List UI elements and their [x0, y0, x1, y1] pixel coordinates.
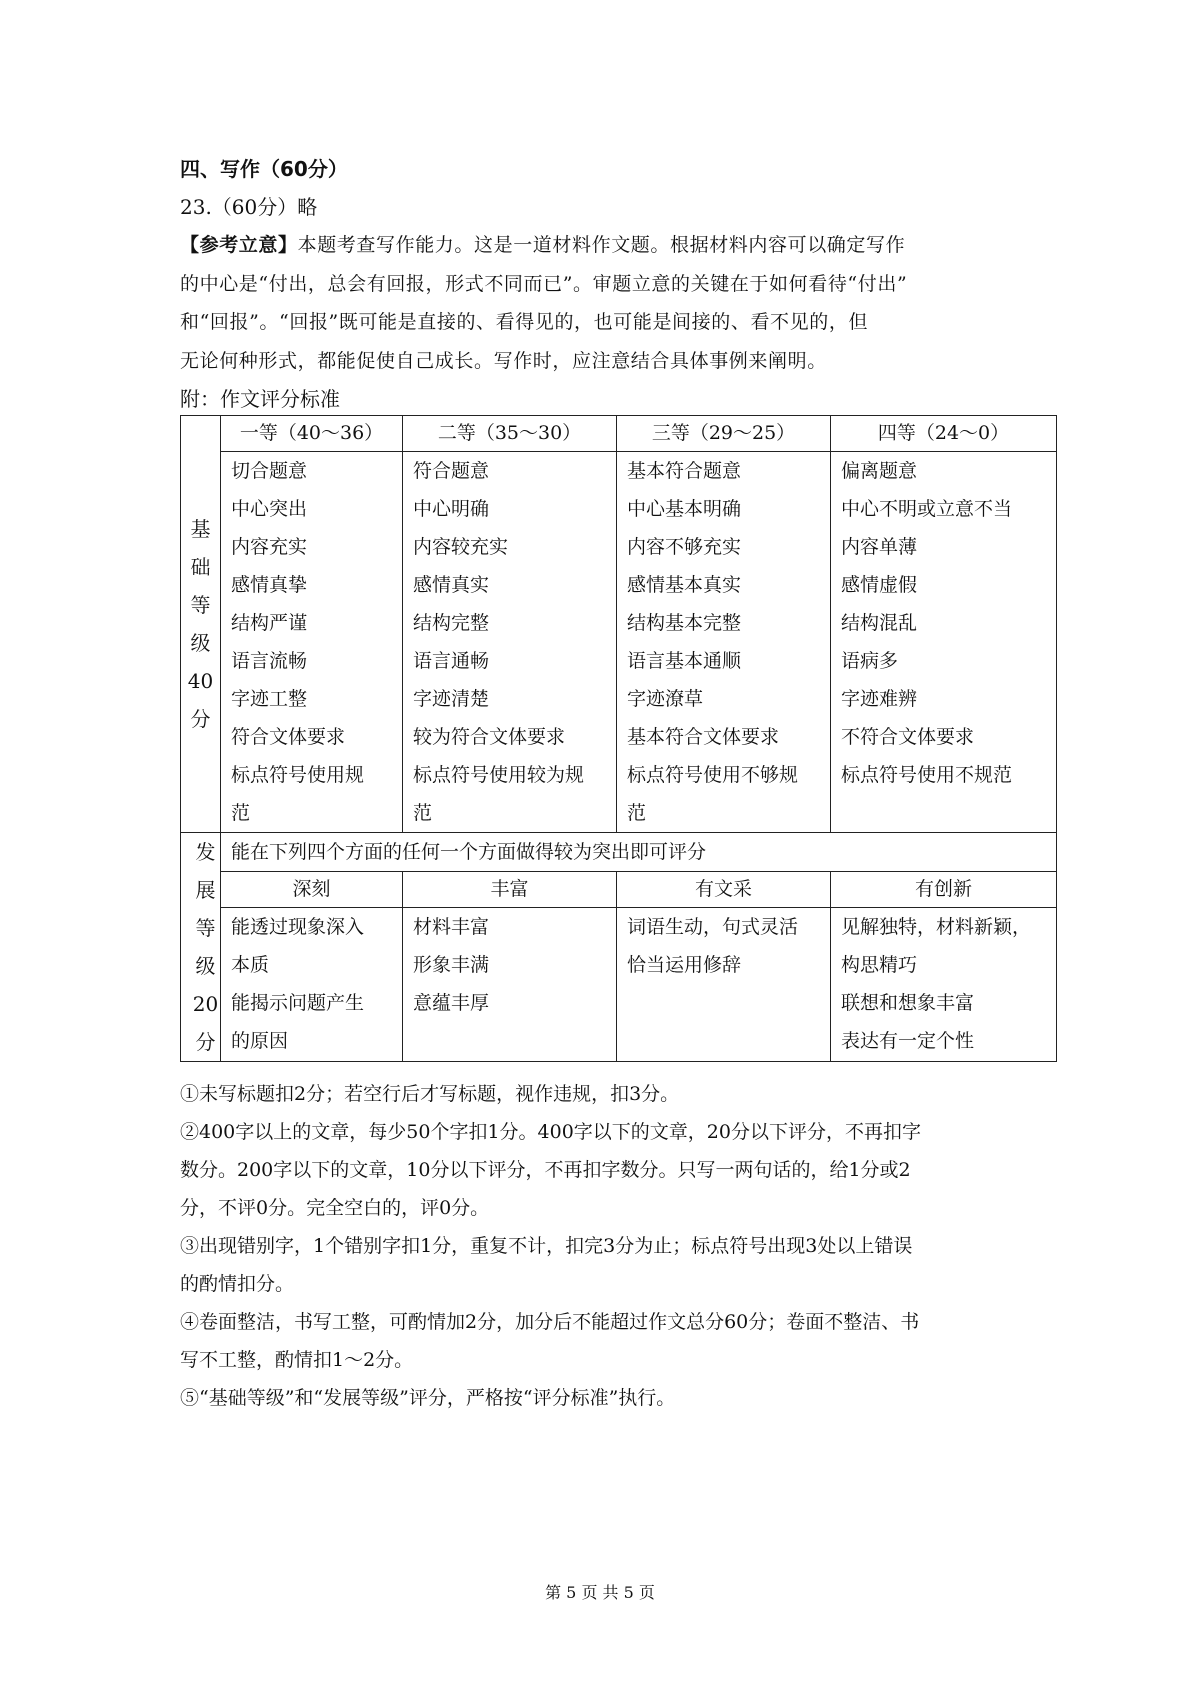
dev-header-4: 有创新	[831, 872, 1057, 908]
page-content	[180, 150, 1060, 418]
grade-1-criteria: 切合题意 中心突出 内容充实 感情真挚 结构严谨 语言流畅 字迹工整 符合文体要求 标点符号使用规 范	[221, 452, 403, 833]
grade-header-3: 三等（29～25）	[617, 416, 831, 452]
reference-line-2: 的中心是“付出，总会有回报，形式不同而已”。审题立意的关键在于如何看待“付出”	[180, 272, 908, 295]
appendix-title: 附：作文评分标准	[180, 387, 340, 411]
dev-3-criteria: 词语生动，句式灵活 恰当运用修辞	[617, 908, 831, 1062]
grade-3-criteria: 基本符合题意 中心基本明确 内容不够充实 感情基本真实 结构基本完整 语言基本通顺 字迹潦草 基本符合文体要求 标点符号使用不够规 范	[617, 452, 831, 833]
grade-header-1: 一等（40～36）	[221, 416, 403, 452]
dev-header-2: 丰富	[403, 872, 617, 908]
page-footer: 第 5 页 共 5 页	[545, 1583, 655, 1602]
dev-1-criteria: 能透过现象深入 本质 能揭示问题产生 的原因	[221, 908, 403, 1062]
note-line: 写不工整，酌情扣1～2分。	[180, 1349, 414, 1371]
note-line: ②400字以上的文章，每少50个字扣1分。400字以下的文章，20分以下评分，不再扣字	[180, 1121, 921, 1143]
basic-level-label: 基 础 等 级 40 分	[181, 416, 221, 833]
reference-label: 【参考立意】	[180, 234, 298, 256]
grade-header-4: 四等（24～0）	[831, 416, 1057, 452]
section-title: 四、写作（60分）	[180, 157, 348, 181]
note-line: ④卷面整洁，书写工整，可酌情加2分，加分后不能超过作文总分60分；卷面不整洁、书	[180, 1311, 920, 1333]
dev-4-criteria: 见解独特，材料新颖， 构思精巧 联想和想象丰富 表达有一定个性	[831, 908, 1057, 1062]
dev-2-criteria: 材料丰富 形象丰满 意蕴丰厚	[403, 908, 617, 1062]
dev-header-row	[181, 872, 1057, 908]
reference-line-1: 【参考立意】本题考查写作能力。这是一道材料作文题。根据材料内容可以确定写作	[180, 234, 906, 256]
grade-header-row	[181, 416, 1057, 452]
grade-header-2: 二等（35～30）	[403, 416, 617, 452]
dev-note: 能在下列四个方面的任何一个方面做得较为突出即可评分	[221, 833, 1057, 872]
note-line: ⑤“基础等级”和“发展等级”评分，严格按“评分标准”执行。	[180, 1387, 676, 1409]
question-line: 23.（60分）略	[180, 195, 318, 219]
note-line: ①未写标题扣2分；若空行后才写标题，视作违规，扣3分。	[180, 1083, 680, 1105]
reference-line-3: 和“回报”。“回报”既可能是直接的、看得见的，也可能是间接的、看不见的，但	[180, 311, 869, 333]
dev-level-label: 发 展 等 级 20 分	[181, 833, 221, 1062]
dev-header-1: 深刻	[221, 872, 403, 908]
note-line: 的酌情扣分。	[180, 1273, 295, 1295]
dev-header-3: 有文采	[617, 872, 831, 908]
dev-note-row	[181, 833, 1057, 872]
basic-criteria-row	[181, 452, 1057, 833]
note-line: ③出现错别字，1个错别字扣1分，重复不计，扣完3分为止；标点符号出现3处以上错误	[180, 1235, 913, 1257]
scoring-table	[180, 415, 1057, 1062]
grade-2-criteria: 符合题意 中心明确 内容较充实 感情真实 结构完整 语言通畅 字迹清楚 较为符合文体要求 标点符号使用较为规 范	[403, 452, 617, 833]
grade-4-criteria: 偏离题意 中心不明或立意不当 内容单薄 感情虚假 结构混乱 语病多 字迹难辨 不符合文体要求 标点符号使用不规范	[831, 452, 1057, 833]
note-line: 数分。200字以下的文章，10分以下评分，不再扣字数分。只写一两句话的，给1分或2	[180, 1159, 911, 1181]
note-line: 分，不评0分。完全空白的，评0分。	[180, 1197, 490, 1219]
scoring-notes	[180, 1075, 1060, 1417]
reference-line-4: 无论何种形式，都能促使自己成长。写作时，应注意结合具体事例来阐明。	[180, 349, 827, 372]
dev-criteria-row	[181, 908, 1057, 1062]
